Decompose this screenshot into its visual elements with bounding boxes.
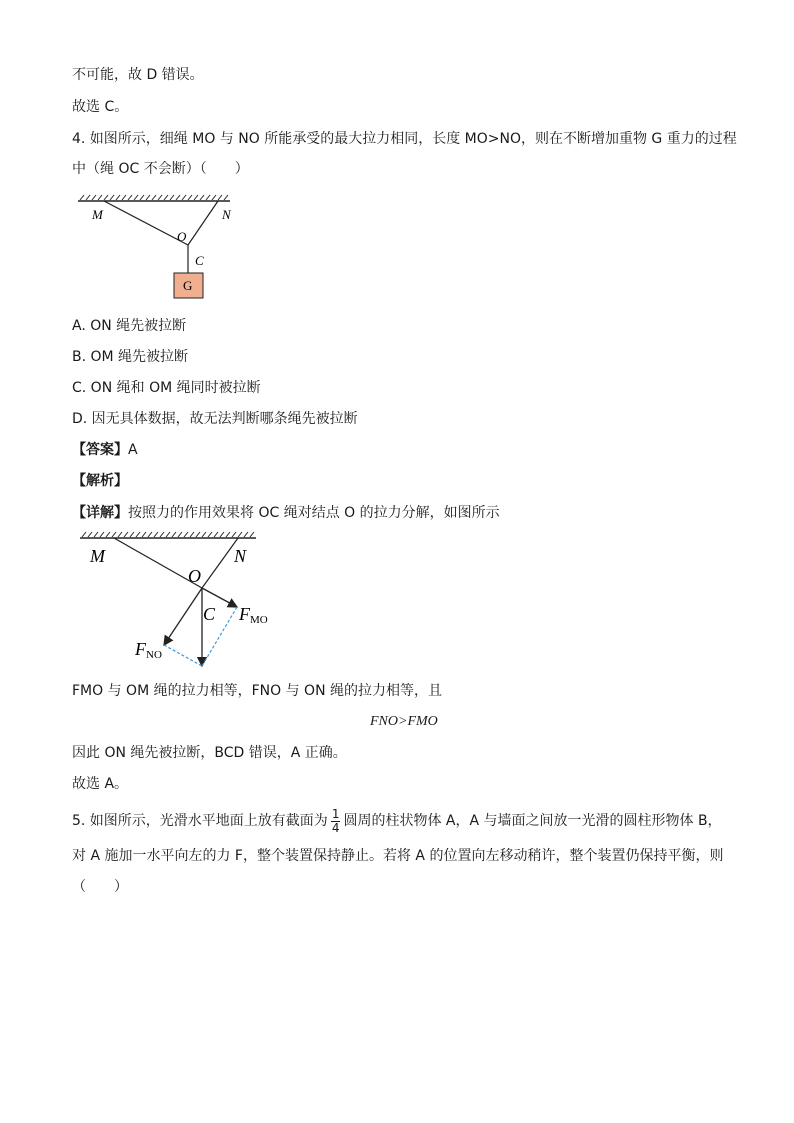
q4-option-a: A. ON 绳先被拉断 xyxy=(72,318,187,334)
prev-choice-line: 故选 C。 xyxy=(72,99,129,115)
rope-mo xyxy=(104,201,188,245)
q4-answer xyxy=(72,440,138,460)
q4-option-c: C. ON 绳和 OM 绳同时被拉断 xyxy=(72,380,261,396)
label-fno: FNO xyxy=(135,639,162,661)
label-m: M xyxy=(92,207,103,222)
q4-after-fig: FMO 与 OM 绳的拉力相等，FNO 与 ON 绳的拉力相等，且 xyxy=(72,683,442,699)
dashed-parallel-2 xyxy=(164,645,202,666)
label-c: C xyxy=(195,253,204,268)
q4-option-b: B. OM 绳先被拉断 xyxy=(72,349,189,365)
label-o: O xyxy=(177,229,187,244)
q4-equation: FNO>FMO xyxy=(370,714,438,729)
q5-stem-line2: 对 A 施加一水平向左的力 F，整个装置保持静止。若将 A 的位置向左移动稍许，整个装置仍保持平衡，则 xyxy=(72,848,724,864)
q4-figure xyxy=(74,193,244,303)
label-g: G xyxy=(183,278,193,293)
label-o-2: O xyxy=(188,566,201,586)
q4-option-d: D. 因无具体数据，故无法判断哪条绳先被拉断 xyxy=(72,411,358,427)
fraction-denominator: 4 xyxy=(331,820,340,835)
q4-choice: 故选 A。 xyxy=(72,776,129,792)
rope-no-2 xyxy=(202,538,238,588)
q4-analysis-tag xyxy=(72,471,128,491)
label-c-2: C xyxy=(203,604,216,624)
detail-tag: 【详解】 xyxy=(72,505,128,521)
analysis-tag: 【解析】 xyxy=(72,473,128,489)
quarter-fraction xyxy=(331,808,341,835)
q4-detail xyxy=(72,503,500,523)
label-n-2: N xyxy=(234,546,247,566)
label-m-2: M xyxy=(90,546,105,566)
q5-text-a: 5. 如图所示，光滑水平地面上放有截面为 xyxy=(72,813,328,829)
force-fno-arrow xyxy=(164,588,202,645)
fraction-numerator: 1 xyxy=(331,806,340,821)
detail-text: 按照力的作用效果将 OC 绳对结点 O 的拉力分解，如图所示 xyxy=(128,505,500,521)
q5-stem-line1 xyxy=(72,806,722,836)
q4-stem-line2: 中（绳 OC 不会断）（ ） xyxy=(72,161,249,177)
q5-text-b: 圆周的柱状物体 A，A 与墙面之间放一光滑的圆柱形物体 B， xyxy=(343,813,722,829)
q4-conclusion: 因此 ON 绳先被拉断，BCD 错误，A 正确。 xyxy=(72,745,347,761)
q4-force-diagram xyxy=(74,530,294,675)
rope-no xyxy=(188,201,218,245)
q5-stem-line3: （ ） xyxy=(72,879,128,895)
answer-value: A xyxy=(128,442,138,458)
q4-stem-line1: 4. 如图所示，细绳 MO 与 NO 所能承受的最大拉力相同，长度 MO>NO，则在不断增加重物 G 重力的过程 xyxy=(72,131,737,147)
prev-solution-line: 不可能，故 D 错误。 xyxy=(72,67,204,83)
label-fmo: FMO xyxy=(239,604,268,626)
answer-tag: 【答案】 xyxy=(72,442,128,458)
label-n: N xyxy=(222,207,231,222)
